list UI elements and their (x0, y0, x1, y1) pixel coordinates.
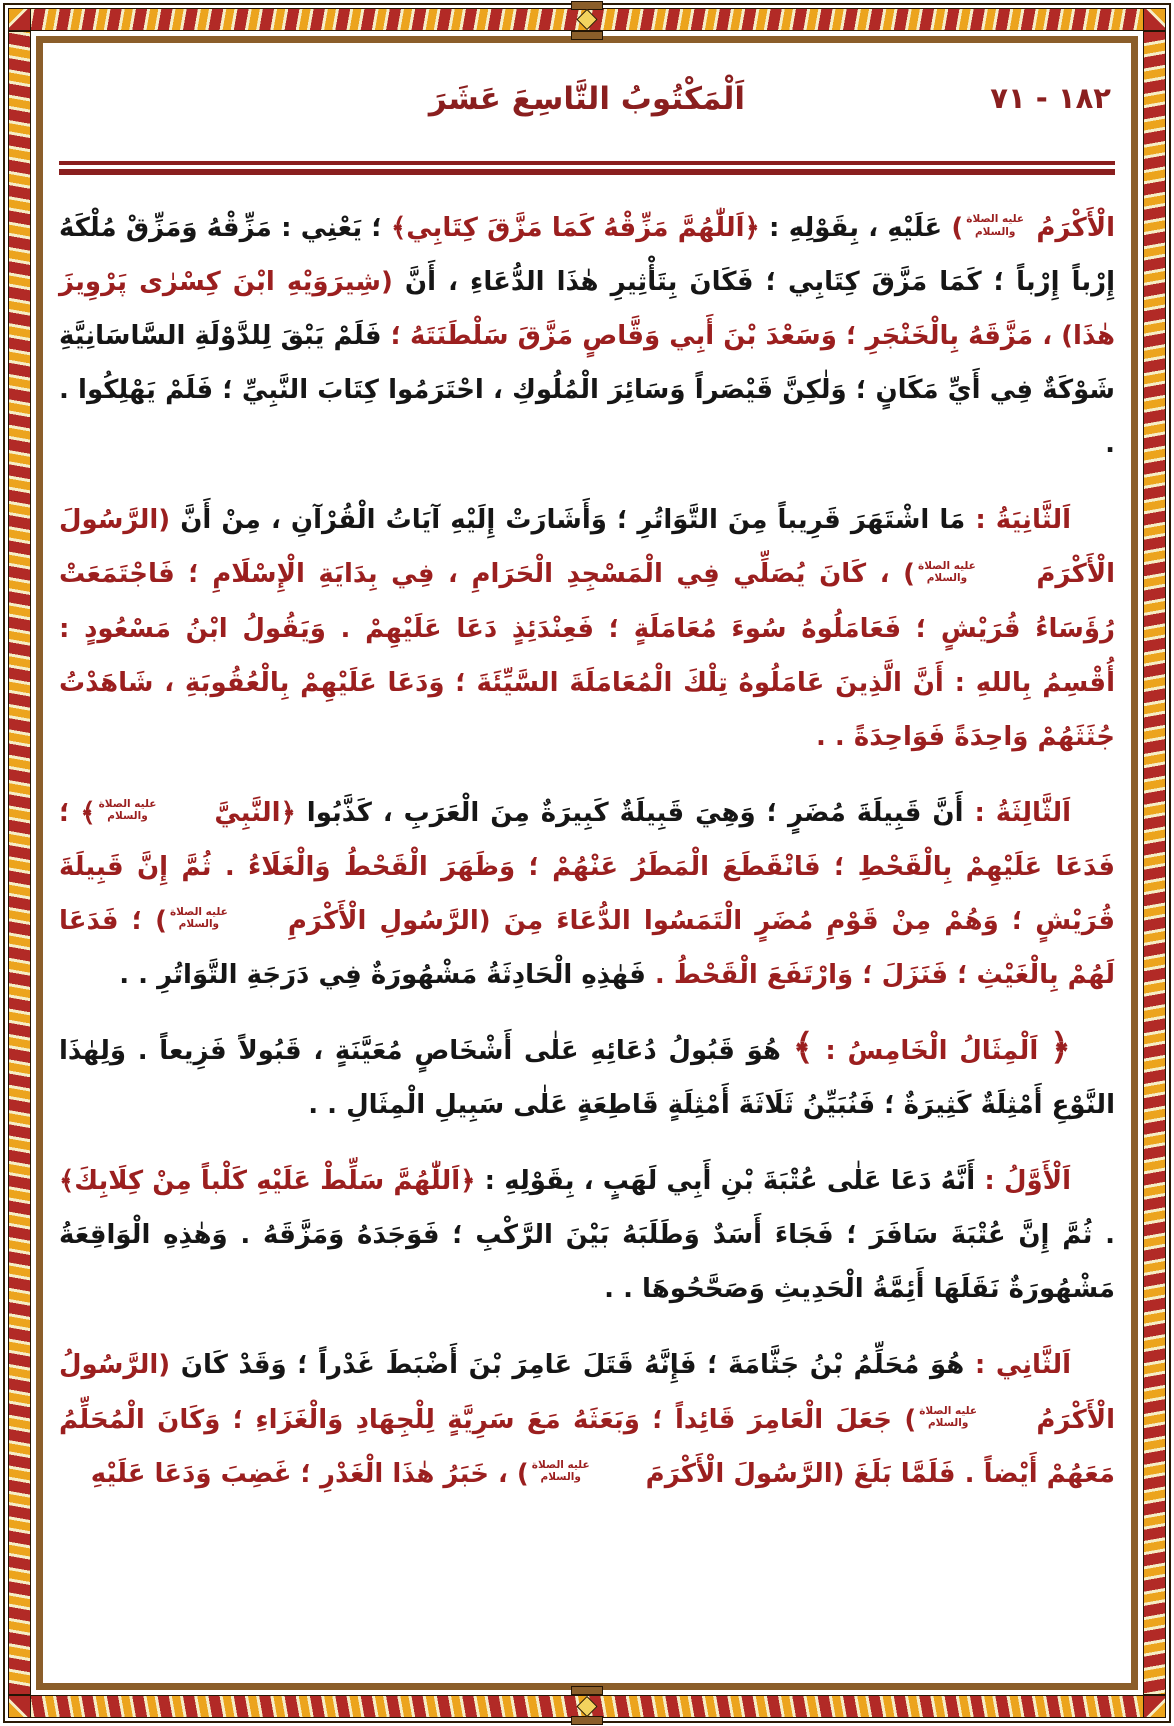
frame-center-tab-icon (571, 1686, 603, 1695)
text-run: اَلْمِثَالُ الْخَامِسُ : (813, 1036, 1050, 1067)
text-run: هُوَ قَبُولُ دُعَائِهِ عَلٰى أَشْخَاصٍ مُعَيَّنَةٍ ، قَبُولاً فَزِيعاً . وَلِهٰذَا النَّوْعِ أَمْثِلَةٌ كَثِيرَةٌ ؛ فَنُبَيِّنُ ثَلَاثَةَ أَمْثِلَةٍ قَاطِعَةٍ عَلٰى سَبِيلِ الْمِثَالِ . . (59, 1036, 1115, 1121)
text-run: ) ؛ فَدَعَا لَهُمْ بِالْغَيْثِ ؛ فَنَزَلَ ؛ وَارْتَفَعَ الْقَحْطُ . (59, 905, 1115, 991)
page-header (59, 81, 1115, 145)
frame-center-tab-icon (571, 1, 603, 10)
text-run: فَهٰذِهِ الْحَادِثَةُ مَشْهُورَةٌ فِي دَرَجَةِ التَّوَاتُرِ . . (119, 960, 646, 991)
honorific-seal: عليه الصلاة والسلام (531, 1459, 590, 1484)
text-run: ﴿اَللّٰهُمَّ مَزِّقْهُ كَمَا مَزَّقَ كِتَابِي﴾ (391, 213, 760, 243)
paragraph (59, 786, 1115, 1002)
text-run: ) (942, 213, 964, 243)
text-run: أَنَّهُ دَعَا عَلٰى عُتْبَةَ بْنِ أَبِي لَهَبٍ ، بِقَوْلِهِ : (475, 1166, 976, 1197)
page-content (43, 43, 1131, 1683)
frame-diamond-icon (576, 9, 597, 30)
header-divider-rule (59, 161, 1115, 175)
honorific-seal: عليه الصلاة والسلام (98, 798, 157, 823)
text-run: . ثُمَّ إِنَّ عُتْبَةَ سَافَرَ ؛ فَجَاءَ أَسَدٌ وَطَلَبَهُ بَيْنَ الرَّكْبِ ؛ فَوَجَدَهُ وَمَزَّقَهُ . وَهٰذِهِ الْوَاقِعَةُ مَشْهُورَةٌ نَقَلَهَا أَئِمَّةُ الْحَدِيثِ وَصَحَّحُوهَا . . (59, 1220, 1115, 1305)
frame-corner-icon (8, 1695, 31, 1718)
paragraph (59, 1338, 1115, 1500)
text-run: اَلثَّالِثَةُ : (963, 797, 1072, 828)
frame-diamond-icon (576, 1696, 597, 1717)
text-run: ) جَعَلَ الْعَامِرَ قَائِداً ؛ وَبَعَثَهُ مَعَ سَرِيَّةٍ لِلْجِهَادِ وَالْغَزَاءِ ؛ وَكَانَ الْمُحَلِّمُ مَعَهُمْ أَيْضاً . فَلَمَّا بَلَغَ (الرَّسُولَ الْأَكْرَمَ (59, 1404, 1115, 1489)
text-run: ﴾ ؛ فَدَعَا عَلَيْهِمْ بِالْقَحْطِ ؛ فَانْقَطَعَ الْمَطَرُ عَنْهُمْ ؛ وَظَهَرَ الْقَحْطُ وَالْغَلَاءُ . ثُمَّ إِنَّ قَبِيلَةَ قُرَيْشٍ ؛ وَهُمْ مِنْ قَوْمِ مُضَرٍ الْتَمَسُوا الدُّعَاءَ مِنَ (الرَّسُولِ الْأَكْرَمِ (59, 797, 1115, 936)
text-run: (الرَّسُولَ الْأَكْرَمَ (59, 505, 1115, 590)
text-run: (شِيرَوَيْهِ ابْنَ كِسْرٰى پَرْوِيزَ هٰذَا) ، مَزَّقَهُ بِالْخَنْجَرِ ؛ وَسَعْدَ بْنَ أَبِي وَقَّاصٍ مَزَّقَ سَلْطَنَتَهُ ؛ (59, 267, 1115, 352)
text-run: اَلثَّانِيَةُ : (965, 505, 1071, 536)
frame-center-tab-icon (571, 31, 603, 40)
text-run: هُوَ مُحَلِّمُ بْنُ جَثَّامَةَ ؛ فَإِنَّهُ قَتَلَ عَامِرَ بْنَ أَضْبَطَ غَدْراً ؛ وَقَدْ كَانَ (170, 1350, 965, 1381)
paragraph (59, 493, 1115, 763)
frame-chain-band-bottom (8, 1695, 1166, 1718)
text-run: ) ، كَانَ يُصَلِّي فِي الْمَسْجِدِ الْحَرَامِ ، فِي بِدَايَةِ الْإِسْلَامِ ؛ فَاجْتَمَعَتْ رُؤَسَاءُ قُرَيْشٍ ؛ فَعَامَلُوهُ سُوءَ مُعَامَلَةٍ ؛ فَعِنْدَئِذٍ دَعَا عَلَيْهِمْ . وَيَقُولُ ابْنُ مَسْعُودٍ : أُقْسِمُ بِاللهِ : أَنَّ الَّذِينَ عَامَلُوهُ تِلْكَ الْمُعَامَلَةَ السَّيِّئَةَ ؛ وَدَعَا عَلَيْهِمْ بِالْعُقُوبَةِ ، شَاهَدْتُ جُثَثَهُمْ وَاحِدَةً فَوَاحِدَةً . . (59, 559, 1115, 752)
frame-chain-band-left (8, 31, 31, 1695)
text-run: اَلثَّانِي : (964, 1350, 1072, 1381)
page-title: اَلْمَكْتُوبُ التَّاسِعَ عَشَرَ (428, 81, 746, 117)
page-number-label: ١٨٢ - ٧١ (990, 81, 1111, 115)
text-run: اَلْأَوَّلُ : (975, 1166, 1071, 1197)
frame-corner-icon (8, 8, 31, 31)
frame-chain-band-top (8, 8, 1166, 31)
text-run: ) ، خَبَرُ هٰذَا الْغَدْرِ ؛ غَضِبَ وَدَعَا عَلَيْهِ (90, 1458, 529, 1489)
text-run: ﴿ (1049, 1027, 1072, 1069)
frame-corner-icon (1143, 1695, 1166, 1718)
text-run: مَا اشْتَهَرَ قَرِيباً مِنَ التَّوَاتُرِ ؛ وَأَشَارَتْ إِلَيْهِ آيَاتُ الْقُرْآنِ ، مِنْ أَنَّ (170, 505, 966, 536)
frame-center-tab-icon (571, 1716, 603, 1725)
text-run: ﴿اَللّٰهُمَّ سَلِّطْ عَلَيْهِ كَلْباً مِنْ كِلَابِكَ﴾ (59, 1166, 476, 1197)
text-run: ؛ يَعْنِي : مَزِّقْهُ وَمَزِّقْ مُلْكَهُ إِرْباً إِرْباً ؛ كَمَا مَزَّقَ كِتَابِي ؛ فَكَانَ بِتَأْثِيرِ هٰذَا الدُّعَاءِ ، أَنَّ (59, 213, 1116, 298)
honorific-seal: عليه الصلاة والسلام (966, 213, 1025, 238)
frame-chain-band-right (1143, 31, 1166, 1695)
frame-corner-icon (1143, 8, 1166, 31)
honorific-seal: عليه الصلاة والسلام (169, 906, 228, 931)
text-run: ﴿النَّبِيَّ (203, 797, 296, 828)
paragraph (59, 1154, 1115, 1316)
text-run: فَلَمْ يَبْقَ لِلدَّوْلَةِ السَّاسَانِيَّةِ شَوْكَةٌ فِي أَيِّ مَكَانٍ ؛ وَلٰكِنَّ قَيْصَراً وَسَائِرَ الْمُلُوكِ ، احْتَرَمُوا كِتَابَ النَّبِيِّ ؛ فَلَمْ يَهْلِكُوا . . (59, 321, 1115, 460)
honorific-seal: عليه الصلاة والسلام (918, 559, 976, 584)
text-run: (الرَّسُولُ الْأَكْرَمُ (59, 1350, 1115, 1435)
text-run: عَلَيْهِ ، بِقَوْلِهِ : (759, 213, 943, 243)
paragraph (59, 1024, 1115, 1132)
text-run: ﴾ (792, 1027, 814, 1069)
paragraph (59, 201, 1115, 471)
text-run: الْأَكْرَمُ (1027, 213, 1115, 243)
text-run: أَنَّ قَبِيلَةَ مُضَرٍ ؛ وَهِيَ قَبِيلَةٌ كَبِيرَةٌ مِنَ الْعَرَبِ ، كَذَّبُوا (295, 797, 964, 828)
honorific-seal: عليه الصلاة والسلام (919, 1405, 978, 1430)
body-text (59, 201, 1115, 1501)
